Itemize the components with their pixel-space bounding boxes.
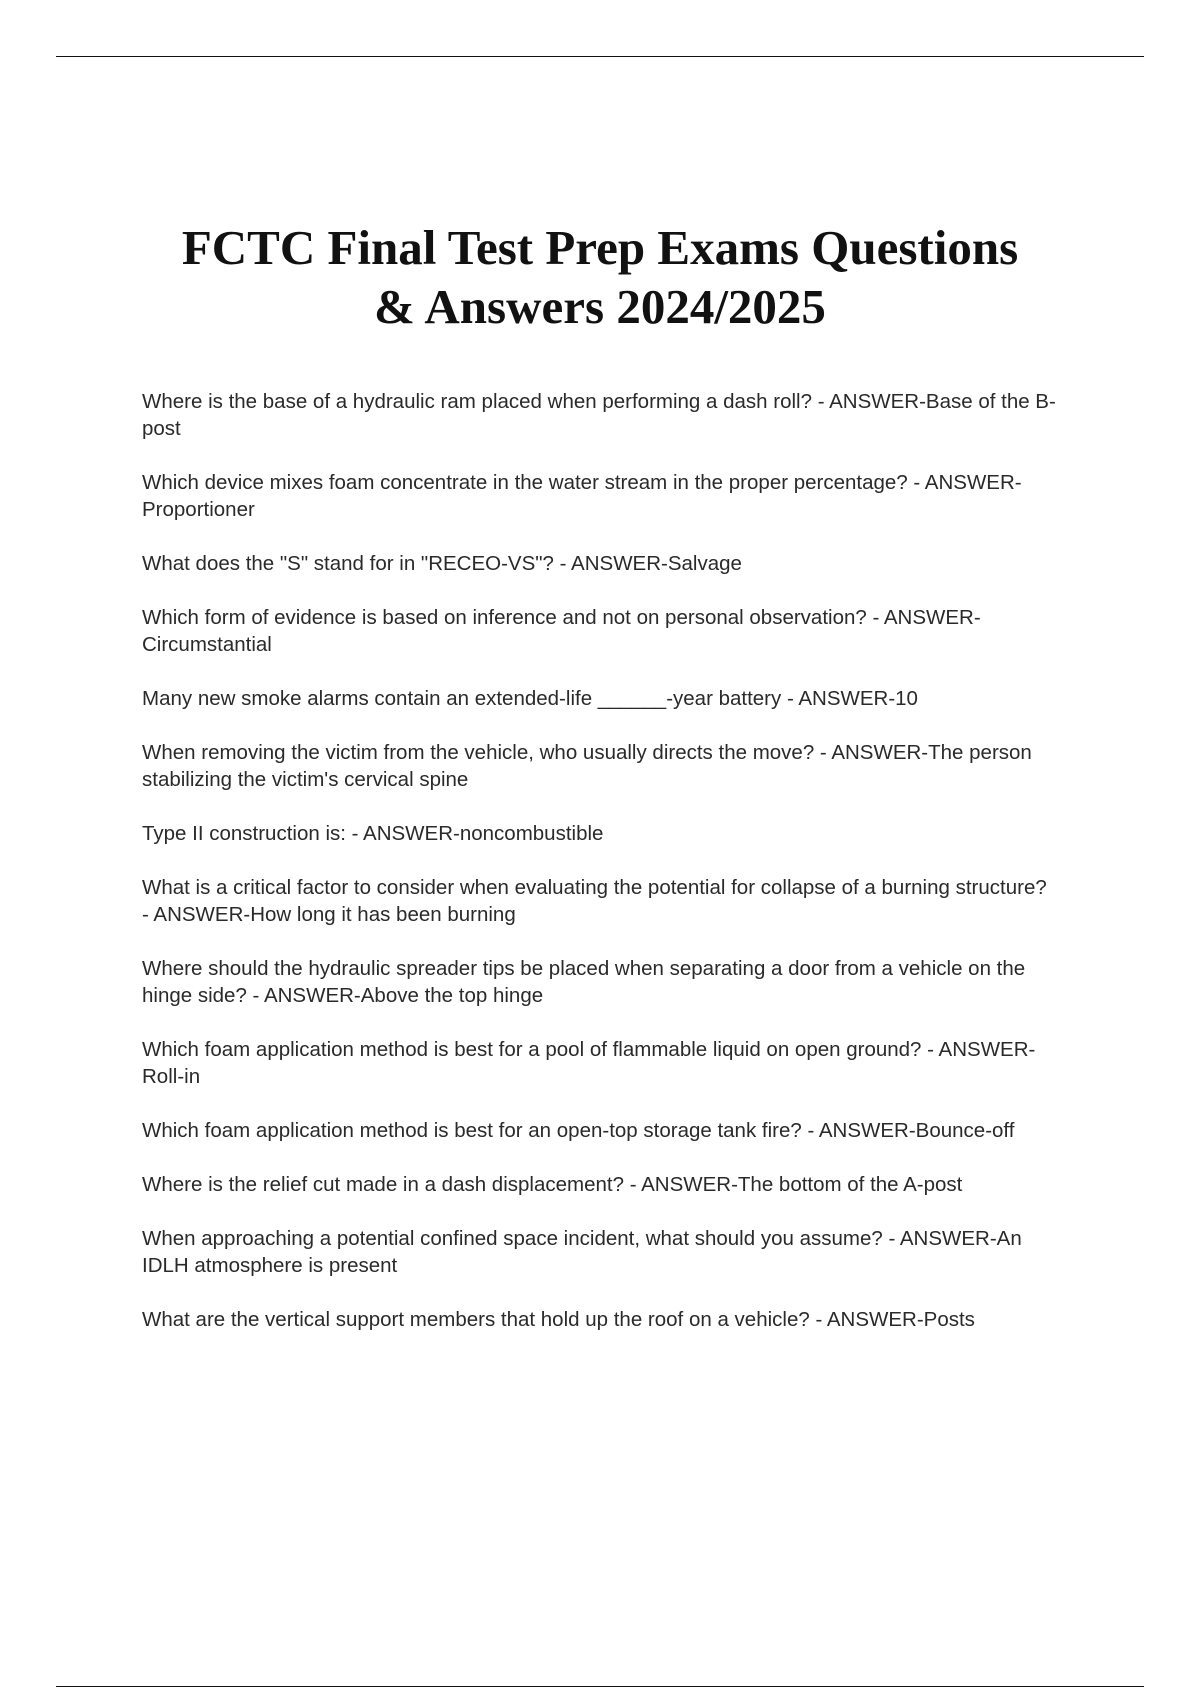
qa-item-14: What are the vertical support members that hold up the roof on a vehicle? - ANSWER-Posts <box>142 1308 975 1331</box>
qa-item-9: Where should the hydraulic spreader tips be placed when separating a door from a vehicle on the hinge side? - ANSWER-Above the top hinge <box>142 957 1026 1007</box>
qa-item-3: What does the "S" stand for in "RECEO-VS"? - ANSWER-Salvage <box>142 552 742 575</box>
qa-item-2: Which device mixes foam concentrate in the water stream in the proper percentage? - ANSWER-Proportioner <box>142 471 1022 521</box>
qa-item-4: Which form of evidence is based on inference and not on personal observation? - ANSWER-Circumstantial <box>142 606 981 656</box>
qa-list <box>142 388 1057 1360</box>
qa-item-1: Where is the base of a hydraulic ram placed when performing a dash roll? - ANSWER-Base of the B-post <box>142 390 1056 440</box>
qa-item-11: Which foam application method is best for an open-top storage tank fire? - ANSWER-Bounce-off <box>142 1119 1015 1142</box>
qa-item-8: What is a critical factor to consider when evaluating the potential for collapse of a burning structure? - ANSWER-How long it has been burning <box>142 876 1047 926</box>
qa-item-12: Where is the relief cut made in a dash displacement? - ANSWER-The bottom of the A-post <box>142 1173 963 1196</box>
qa-item-7: Type II construction is: - ANSWER-noncombustible <box>142 822 604 845</box>
document-title <box>120 218 1080 336</box>
bottom-rule <box>56 1686 1144 1687</box>
qa-item-10: Which foam application method is best for a pool of flammable liquid on open ground? - ANSWER-Roll-in <box>142 1038 1036 1088</box>
qa-item-6: When removing the victim from the vehicle, who usually directs the move? - ANSWER-The person stabilizing the victim's cervical spine <box>142 741 1032 791</box>
title-block <box>120 218 1080 336</box>
title-line-2: & Answers 2024/2025 <box>374 279 826 334</box>
top-rule <box>56 56 1144 57</box>
title-line-1: FCTC Final Test Prep Exams Questions <box>181 220 1019 275</box>
qa-item-13: When approaching a potential confined space incident, what should you assume? - ANSWER-An IDLH atmosphere is present <box>142 1227 1022 1277</box>
qa-item-5: Many new smoke alarms contain an extended-life ______-year battery - ANSWER-10 <box>142 687 918 710</box>
